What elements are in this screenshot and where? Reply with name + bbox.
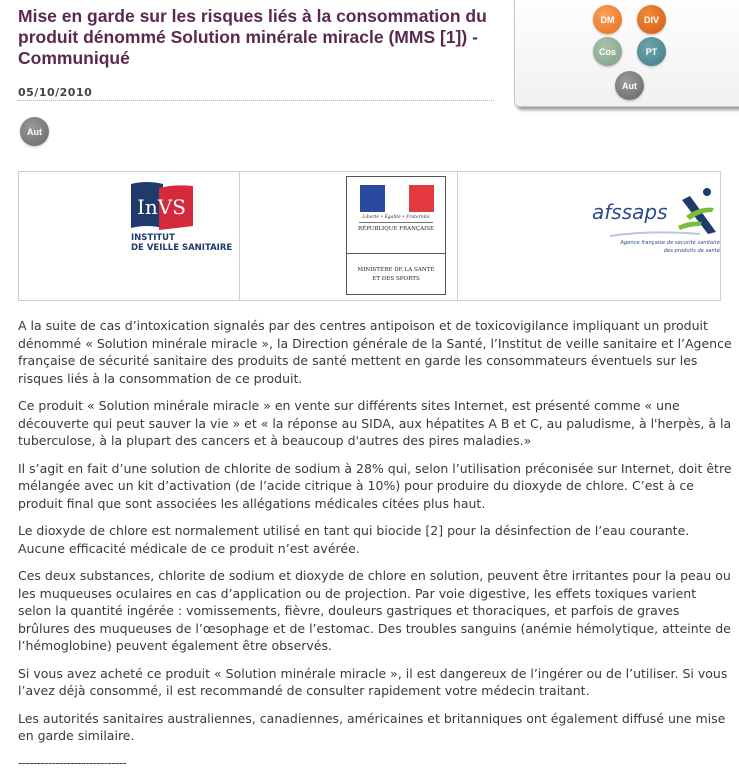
- footnote-separator: -----------------------------: [18, 755, 733, 772]
- article-date: 05/10/2010: [18, 86, 92, 99]
- ministry-name: MINISTÈRE DE LA SANTÉ ET DES SPORTS: [347, 254, 445, 284]
- partner-logos-table: [18, 171, 721, 301]
- ministry-logo-cell: [240, 172, 458, 300]
- invs-flag-icon: [129, 180, 195, 232]
- article-body: [18, 317, 733, 772]
- marianne-flag-icon: [360, 185, 434, 212]
- invs-line1: INSTITUT: [131, 233, 232, 243]
- article-title: Mise en garde sur les risques liés à la consommation du produit dénommé Solution minérale miracle (MMS [1]) - Communiqué: [18, 6, 498, 69]
- afssaps-name: afssaps: [592, 200, 668, 224]
- invs-logo-cell: [19, 172, 240, 300]
- paragraph-composition: Il s’agit en fait d’une solution de chlorite de sodium à 28% qui, selon l’utilisation préconisée sur Internet, doit être mélangée avec un kit d’activation (de l’acide citrique à 10%) pour produire du dioxyde de chlore. C’est à ce produit final que sont associées les allégations médicales citées plus haut.: [18, 460, 733, 513]
- category-badge-cos[interactable]: Cos: [593, 37, 622, 66]
- invs-line2: DE VEILLE SANITAIRE: [131, 243, 232, 253]
- invs-logo-text: [131, 233, 232, 253]
- ministry-logo: [346, 176, 446, 295]
- paragraph-product: Ce produit « Solution minérale miracle » en vente sur différents sites Internet, est présenté comme « une découverte qui peut sauver la vie » et « la réponse au SIDA, aux hépatites A B et C, au paludisme, à l'herpès, à la tuberculose, à la plupart des cancers et à beaucoup d'autres des pires maladies.»: [18, 397, 733, 450]
- paragraph-international: Les autorités sanitaires australiennes, canadiennes, américaines et britanniques ont également diffusé une mise en garde similaire.: [18, 710, 733, 745]
- category-badge-pt[interactable]: PT: [637, 37, 666, 66]
- paragraph-biocide: Le dioxyde de chlore est normalement utilisé en tant qui biocide [2] pour la désinfection de l’eau courante. Aucune efficacité médicale de ce produit n’est avérée.: [18, 522, 733, 557]
- republic-motto: Liberté • Égalité • Fraternité: [347, 215, 445, 220]
- paragraph-intro: A la suite de cas d’intoxication signalés par des centres antipoison et de toxicovigilance impliquant un produit dénommé « Solution minérale miracle », la Direction générale de la Santé, l’Institut de veille sanitaire et l’Agence française de sécurité sanitaire des produits de santé mettent en garde les consommateurs éventuels sur les risques liés à la consommation de ce produit.: [18, 317, 733, 387]
- afssaps-logo-cell: [458, 172, 720, 300]
- republic-name: RÉPUBLIQUE FRANÇAISE: [347, 226, 445, 232]
- paragraph-toxicity: Ces deux substances, chlorite de sodium et dioxyde de chlore en solution, peuvent être irritantes pour la peau ou les muqueuses oculaires en cas d’application ou de projection. Par voie digestive, les effets toxiques varient selon la quantité ingérée : vomissements, fièvre, douleurs gastriques et thoraciques, et parfois de graves brûlures des muqueuses de l’œsophage et de l’estomac. Des troubles sanguins (anémie hémolytique, atteinte de l’hémoglobine) peuvent également être observés.: [18, 567, 733, 655]
- category-badge-dm[interactable]: DM: [593, 5, 622, 34]
- afssaps-subtitle: Agence française de sécurité sanitaire des produits de santé: [590, 239, 720, 255]
- category-badge-div[interactable]: DIV: [637, 5, 666, 34]
- paragraph-advice: Si vous avez acheté ce produit « Solution minérale miracle », il est dangereux de l’ingérer ou de l’utiliser. Si vous l’avez déjà consommé, il est recommandé de consulter rapidement votre médecin traitant.: [18, 665, 733, 700]
- category-badge-aut[interactable]: Aut: [615, 71, 644, 100]
- article-category-badge[interactable]: Aut: [20, 117, 49, 146]
- invs-mark: InVS: [137, 195, 186, 219]
- date-divider: [18, 100, 494, 101]
